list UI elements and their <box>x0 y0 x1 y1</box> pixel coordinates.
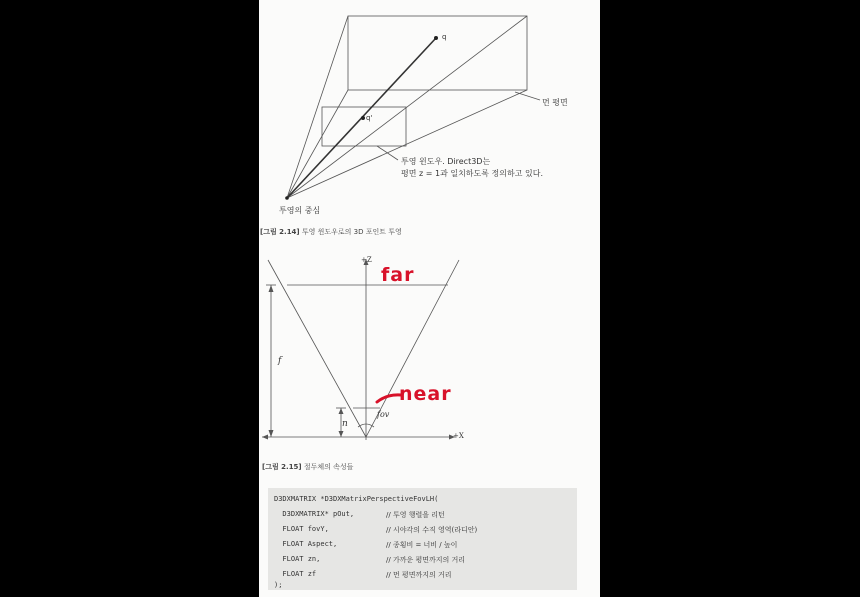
label-window-line1: 투영 윈도우. Direct3D는 <box>401 157 491 166</box>
code-param-comment: // 먼 평면까지의 거리 <box>386 571 452 579</box>
code-param-decl: FLOAT fovY, <box>274 525 329 533</box>
code-param-decl: FLOAT Aspect, <box>274 540 338 548</box>
label-center: 투영의 중심 <box>279 206 321 215</box>
frustum-diagram <box>0 245 860 460</box>
code-line-closing: ); <box>274 581 283 589</box>
f-label: f <box>278 356 282 366</box>
projection-window <box>322 107 406 146</box>
code-param-comment: // 투영 행렬을 리턴 <box>386 511 445 519</box>
near-annotation: near <box>399 383 452 405</box>
code-line-signature: D3DXMATRIX *D3DXMatrixPerspectiveFovLH( <box>274 495 439 503</box>
z-axis-label: +Z <box>361 256 372 264</box>
code-param-decl: FLOAT zf <box>274 570 317 578</box>
point-q-prime <box>361 116 365 120</box>
caption-text: 투영 윈도우로의 3D 포인트 투영 <box>301 228 402 236</box>
far-annotation: far <box>381 264 415 286</box>
figure-caption-2-15 <box>262 462 353 472</box>
code-param-comment: // 가까운 평면까지의 거리 <box>386 556 466 564</box>
label-q: q <box>442 33 447 41</box>
fov-label: fov <box>377 410 390 419</box>
code-block <box>268 488 577 590</box>
point-q <box>434 36 438 40</box>
label-q-prime: q' <box>366 114 373 122</box>
far-plane <box>348 16 527 90</box>
n-label: n <box>342 419 348 429</box>
near-annotation-stroke <box>377 395 401 402</box>
caption-number: [그림 2.14] <box>260 228 300 236</box>
label-far-plane: 먼 평면 <box>542 98 568 107</box>
label-window-line2: 평면 z = 1과 일치하도록 정의하고 있다. <box>401 169 543 178</box>
projection-diagram <box>0 0 860 240</box>
caption-text: 절두체의 속성들 <box>303 463 354 471</box>
code-param-comment: // 종횡비 = 너비 / 높이 <box>386 541 458 549</box>
code-param-decl: D3DXMATRIX* pOut, <box>274 510 355 518</box>
center-point <box>285 196 289 200</box>
code-param-comment: // 시야각의 수직 영역(라디안) <box>386 526 478 534</box>
caption-number: [그림 2.15] <box>262 463 302 471</box>
figure-caption-2-14 <box>260 227 402 237</box>
code-param-decl: FLOAT zn, <box>274 555 321 563</box>
x-axis-label: +X <box>453 432 464 440</box>
